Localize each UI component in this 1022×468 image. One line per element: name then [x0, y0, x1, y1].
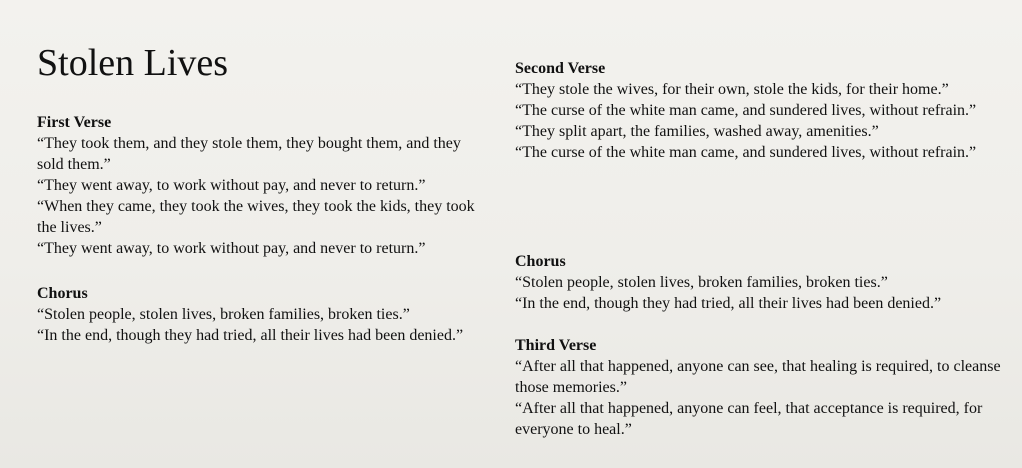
first-verse-heading: First Verse [37, 114, 112, 131]
third-verse-line-1: “After all that happened, anyone can see, that healing is required, to cleanse those memories.” [515, 358, 1001, 396]
first-verse-section [37, 112, 487, 259]
left-chorus-line-1: “Stolen people, stolen lives, broken families, broken ties.” [37, 306, 410, 323]
left-chorus-section [37, 283, 487, 346]
first-verse-line-4: “They went away, to work without pay, and never to return.” [37, 240, 426, 257]
third-verse-line-2: “After all that happened, anyone can feel, that acceptance is required, for everyone to heal.” [515, 400, 983, 438]
first-verse-line-3: “When they came, they took the wives, they took the kids, they took the lives.” [37, 198, 475, 236]
third-verse-section [515, 335, 1005, 440]
second-verse-heading: Second Verse [515, 60, 606, 77]
right-chorus-section [515, 251, 1005, 314]
left-chorus-line-2: “In the end, though they had tried, all their lives had been denied.” [37, 327, 464, 344]
right-chorus-line-2: “In the end, though they had tried, all their lives had been denied.” [515, 295, 942, 312]
second-verse-line-4: “The curse of the white man came, and sundered lives, without refrain.” [515, 144, 977, 161]
left-chorus-heading: Chorus [37, 285, 88, 302]
right-chorus-line-1: “Stolen people, stolen lives, broken families, broken ties.” [515, 274, 888, 291]
first-verse-line-2: “They went away, to work without pay, and never to return.” [37, 177, 426, 194]
second-verse-line-3: “They split apart, the families, washed away, amenities.” [515, 123, 879, 140]
page-title: Stolen Lives [37, 42, 229, 84]
second-verse-line-2: “The curse of the white man came, and sundered lives, without refrain.” [515, 102, 977, 119]
right-chorus-heading: Chorus [515, 253, 566, 270]
first-verse-line-1: “They took them, and they stole them, they bought them, and they sold them.” [37, 135, 461, 173]
second-verse-line-1: “They stole the wives, for their own, stole the kids, for their home.” [515, 81, 949, 98]
third-verse-heading: Third Verse [515, 337, 597, 354]
second-verse-section [515, 58, 1005, 163]
